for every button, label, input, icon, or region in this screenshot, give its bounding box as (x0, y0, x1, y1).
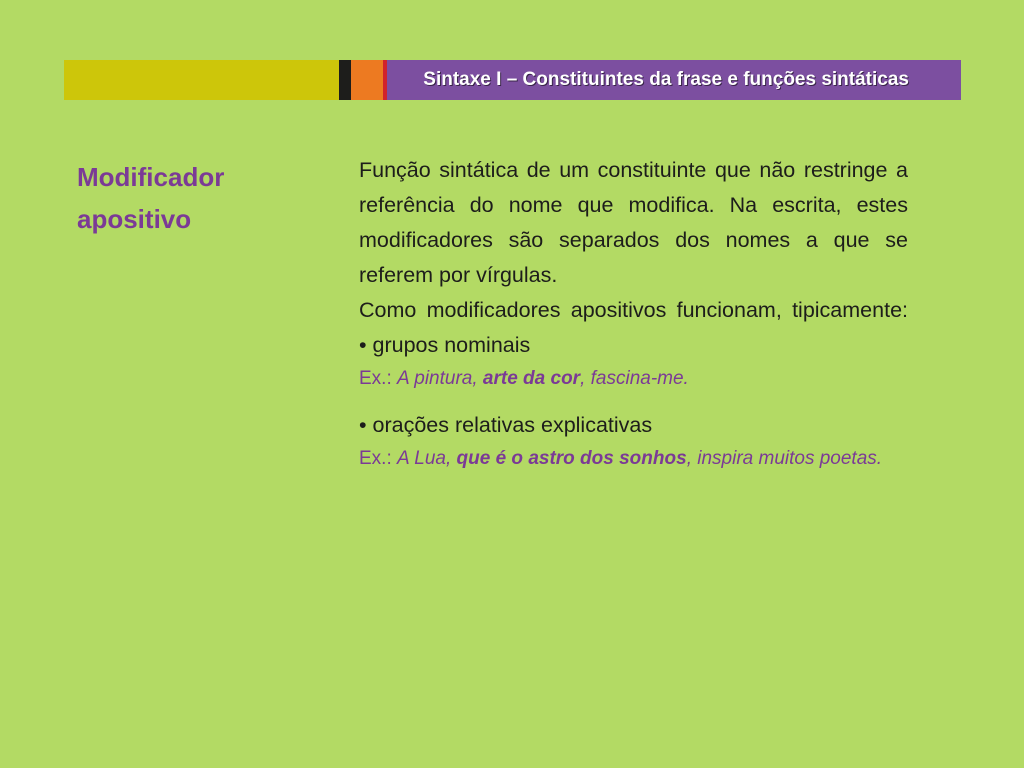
example-prefix: Ex.: (359, 368, 398, 389)
example-prefix: Ex.: (359, 448, 398, 469)
term-heading (77, 156, 317, 240)
definition-paragraph: Função sintática de um constituinte que não restringe a referência do nome que modifica. Na escrita, estes modificadores são separados dos nomes a que se referem por vírgulas. (359, 158, 908, 287)
example-text: A pintura, (397, 368, 483, 389)
definition-intro: Como modificadores apositivos funcionam, tipicamente: (359, 298, 908, 322)
example-relative-clauses (359, 443, 908, 474)
term-line-2: apositivo (77, 204, 192, 234)
example-highlight: que é o astro dos sonhos (456, 448, 687, 469)
bullet-item-relative-clauses: • orações relativas explicativas (359, 413, 653, 437)
bullet-item-nominal-groups: • grupos nominais (359, 333, 531, 357)
definition-content (359, 153, 908, 474)
example-nominal-groups (359, 363, 908, 394)
example-text: , fascina-me. (580, 368, 689, 389)
example-text: , inspira muitos poetas. (686, 448, 883, 469)
slide-title: Sintaxe I – Constituintes da frase e funções sintáticas (423, 69, 909, 90)
example-highlight: arte da cor (482, 368, 581, 389)
term-line-1: Modificador (77, 162, 225, 192)
example-text: A Lua, (397, 448, 457, 469)
